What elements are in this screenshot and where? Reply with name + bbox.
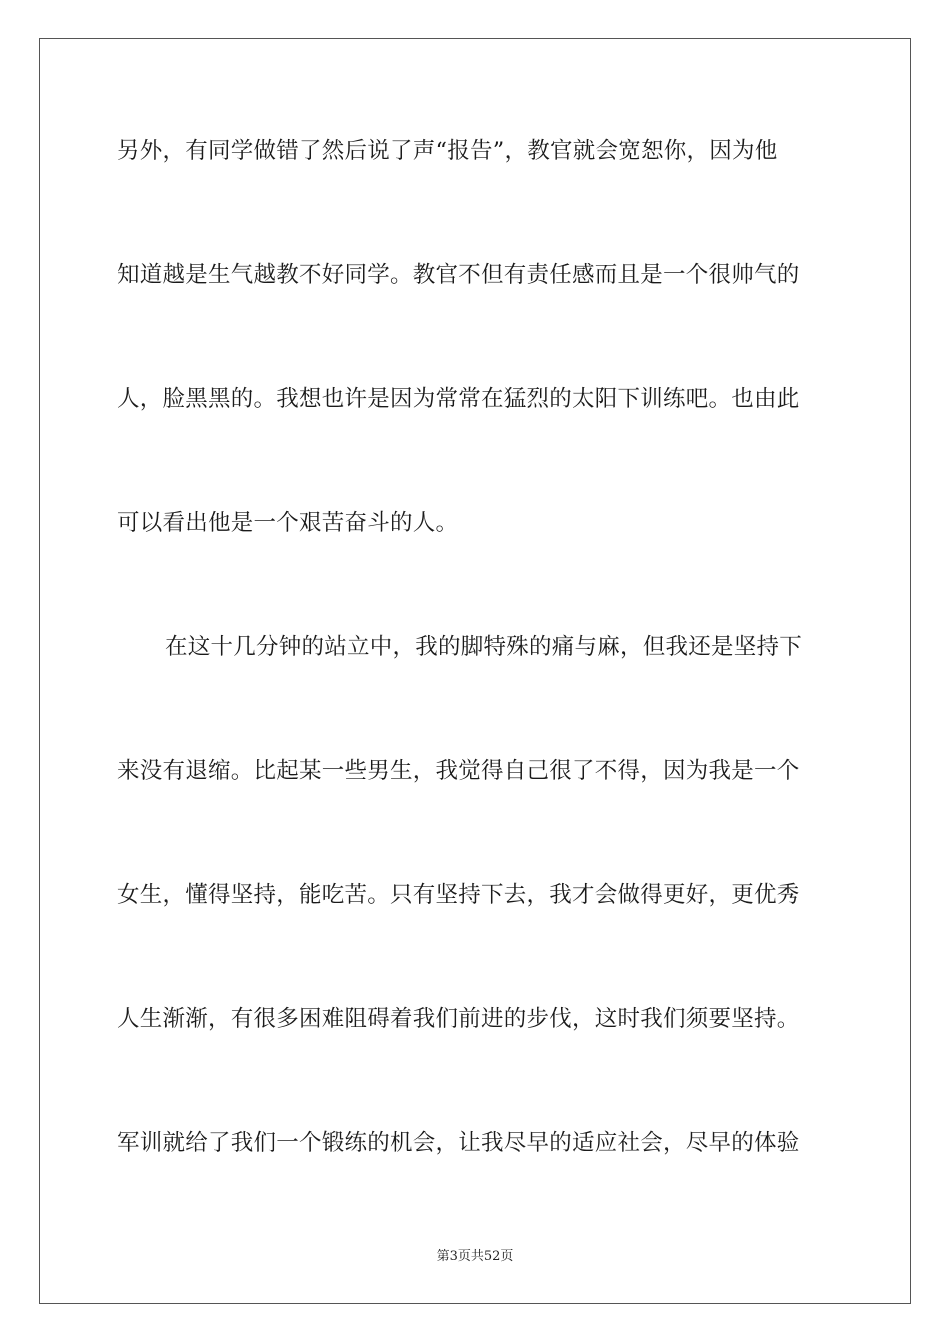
text-line-1: 另外，有同学做错了然后说了声“报告”，教官就会宽恕你，因为他	[117, 138, 778, 164]
text-line-3: 人，脸黑黑的。我想也许是因为常常在猛烈的太阳下训练吧。也由此	[117, 386, 800, 412]
text-line-9: 军训就给了我们一个锻练的机会，让我尽早的适应社会，尽早的体验	[117, 1130, 800, 1156]
page-border	[39, 38, 911, 1304]
page-number: 第3页	[436, 1249, 471, 1264]
text-line-8: 人生渐渐，有很多困难阻碍着我们前进的步伐，这时我们须要坚持。	[117, 1006, 800, 1032]
text-line-5: 在这十几分钟的站立中，我的脚特殊的痛与麻，但我还是坚持下	[165, 634, 803, 660]
text-line-6: 来没有退缩。比起某一些男生，我觉得自己很了不得，因为我是一个	[117, 758, 800, 784]
text-line-2: 知道越是生气越教不好同学。教官不但有责任感而且是一个很帅气的	[117, 262, 800, 288]
page-footer	[0, 1248, 950, 1266]
page-total: 共52页	[470, 1249, 514, 1264]
text-line-4: 可以看出他是一个艰苦奋斗的人。	[117, 510, 459, 536]
text-line-7: 女生，懂得坚持，能吃苦。只有坚持下去，我才会做得更好，更优秀	[117, 882, 800, 908]
